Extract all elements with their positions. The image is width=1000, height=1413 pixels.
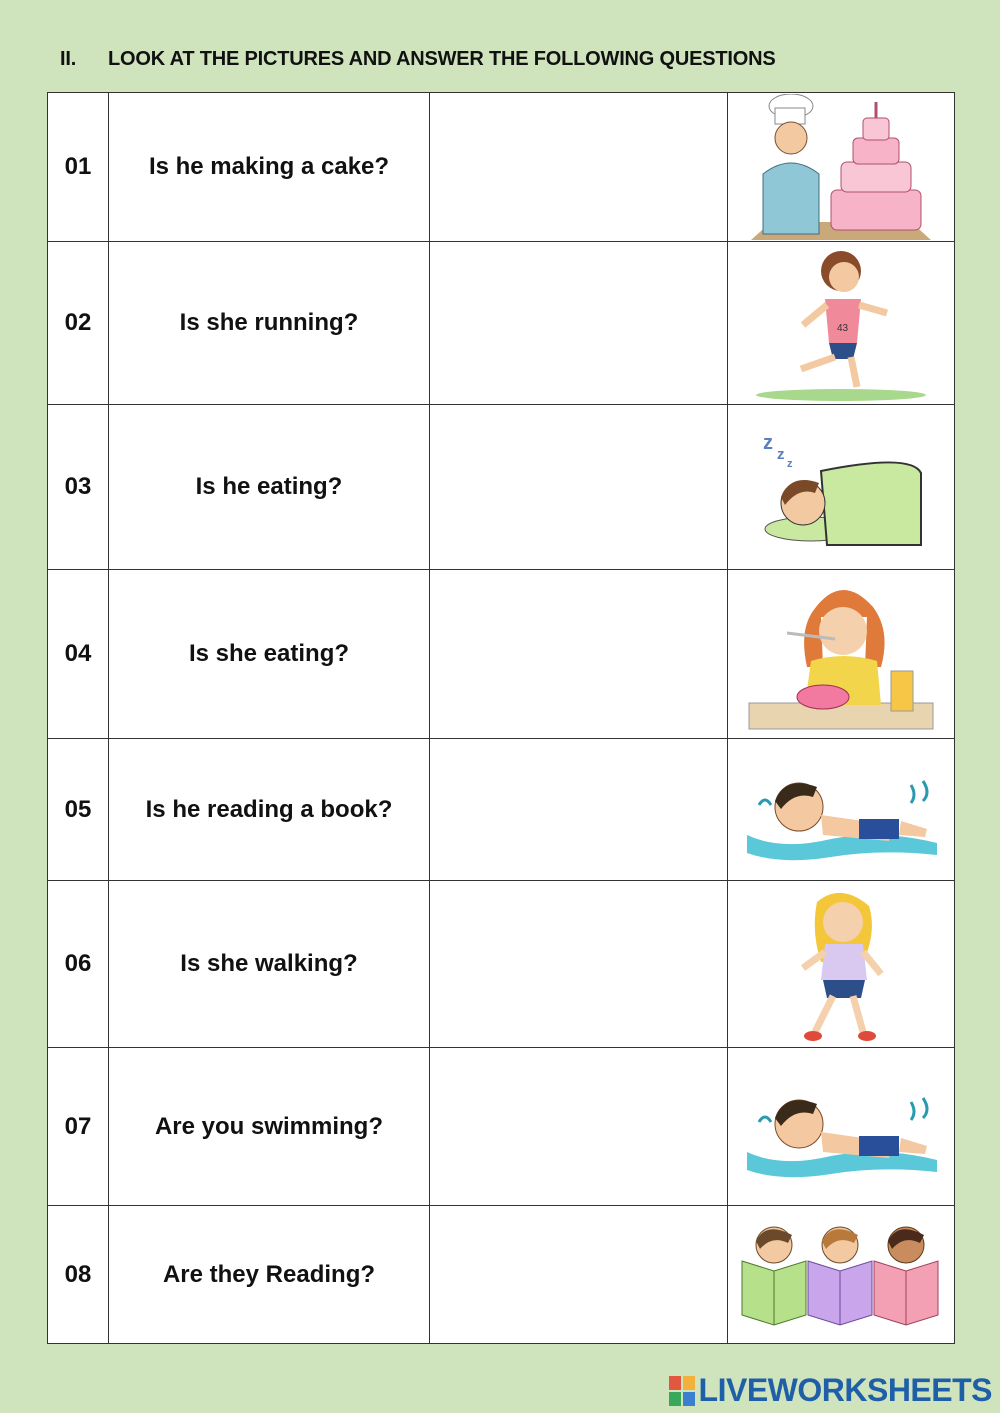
picture-cell bbox=[728, 1206, 955, 1344]
answer-cell[interactable] bbox=[430, 242, 728, 405]
girl-walking-illustration bbox=[741, 882, 941, 1046]
svg-text:z: z bbox=[787, 458, 793, 470]
row-number: 01 bbox=[48, 93, 109, 242]
row-number: 03 bbox=[48, 405, 109, 570]
svg-text:z: z bbox=[777, 446, 785, 463]
question-text: Is he eating? bbox=[109, 405, 430, 570]
table-row bbox=[48, 881, 955, 1048]
picture-cell bbox=[728, 570, 955, 739]
liveworksheets-logo[interactable] bbox=[669, 1372, 992, 1409]
row-number: 07 bbox=[48, 1048, 109, 1206]
row-number: 02 bbox=[48, 242, 109, 405]
picture-cell bbox=[728, 1048, 955, 1206]
liveworksheets-logo-icon bbox=[669, 1376, 695, 1406]
worksheet-heading bbox=[60, 48, 776, 71]
question-text: Are they Reading? bbox=[109, 1206, 430, 1344]
questions-table bbox=[47, 92, 955, 1344]
picture-cell bbox=[728, 881, 955, 1048]
question-text: Is he making a cake? bbox=[109, 93, 430, 242]
table-row bbox=[48, 1048, 955, 1206]
answer-cell[interactable] bbox=[430, 405, 728, 570]
picture-cell bbox=[728, 739, 955, 881]
picture-cell bbox=[728, 405, 955, 570]
table-row bbox=[48, 739, 955, 881]
table-row bbox=[48, 93, 955, 242]
picture-cell bbox=[728, 93, 955, 242]
liveworksheets-logo-text: LIVEWORKSHEETS bbox=[698, 1372, 992, 1408]
answer-cell[interactable] bbox=[430, 1048, 728, 1206]
answer-cell[interactable] bbox=[430, 1206, 728, 1344]
heading-section-number: II. bbox=[60, 48, 77, 70]
boy-sleeping-illustration bbox=[741, 417, 941, 557]
question-text: Is she eating? bbox=[109, 570, 430, 739]
girl-running-illustration bbox=[741, 243, 941, 403]
picture-cell bbox=[728, 242, 955, 405]
answer-cell[interactable] bbox=[430, 570, 728, 739]
answer-cell[interactable] bbox=[430, 739, 728, 881]
question-text: Is she running? bbox=[109, 242, 430, 405]
answer-cell[interactable] bbox=[430, 93, 728, 242]
question-text: Are you swimming? bbox=[109, 1048, 430, 1206]
row-number: 05 bbox=[48, 739, 109, 881]
table-row bbox=[48, 1206, 955, 1344]
row-number: 08 bbox=[48, 1206, 109, 1344]
row-number: 04 bbox=[48, 570, 109, 739]
chef-with-cake-illustration bbox=[741, 94, 941, 240]
answer-cell[interactable] bbox=[430, 881, 728, 1048]
girl-eating-illustration bbox=[741, 571, 941, 737]
kids-reading-illustration bbox=[736, 1215, 946, 1335]
table-row bbox=[48, 242, 955, 405]
question-text: Is she walking? bbox=[109, 881, 430, 1048]
svg-text:z: z bbox=[763, 432, 773, 454]
heading-instruction: LOOK AT THE PICTURES AND ANSWER THE FOLLOWING QUESTIONS bbox=[108, 48, 776, 70]
table-row bbox=[48, 570, 955, 739]
table-row bbox=[48, 405, 955, 570]
question-text: Is he reading a book? bbox=[109, 739, 430, 881]
svg-text:43: 43 bbox=[837, 323, 849, 334]
boy-swimming-illustration bbox=[741, 1072, 941, 1182]
boy-swimming-illustration bbox=[741, 755, 941, 865]
row-number: 06 bbox=[48, 881, 109, 1048]
